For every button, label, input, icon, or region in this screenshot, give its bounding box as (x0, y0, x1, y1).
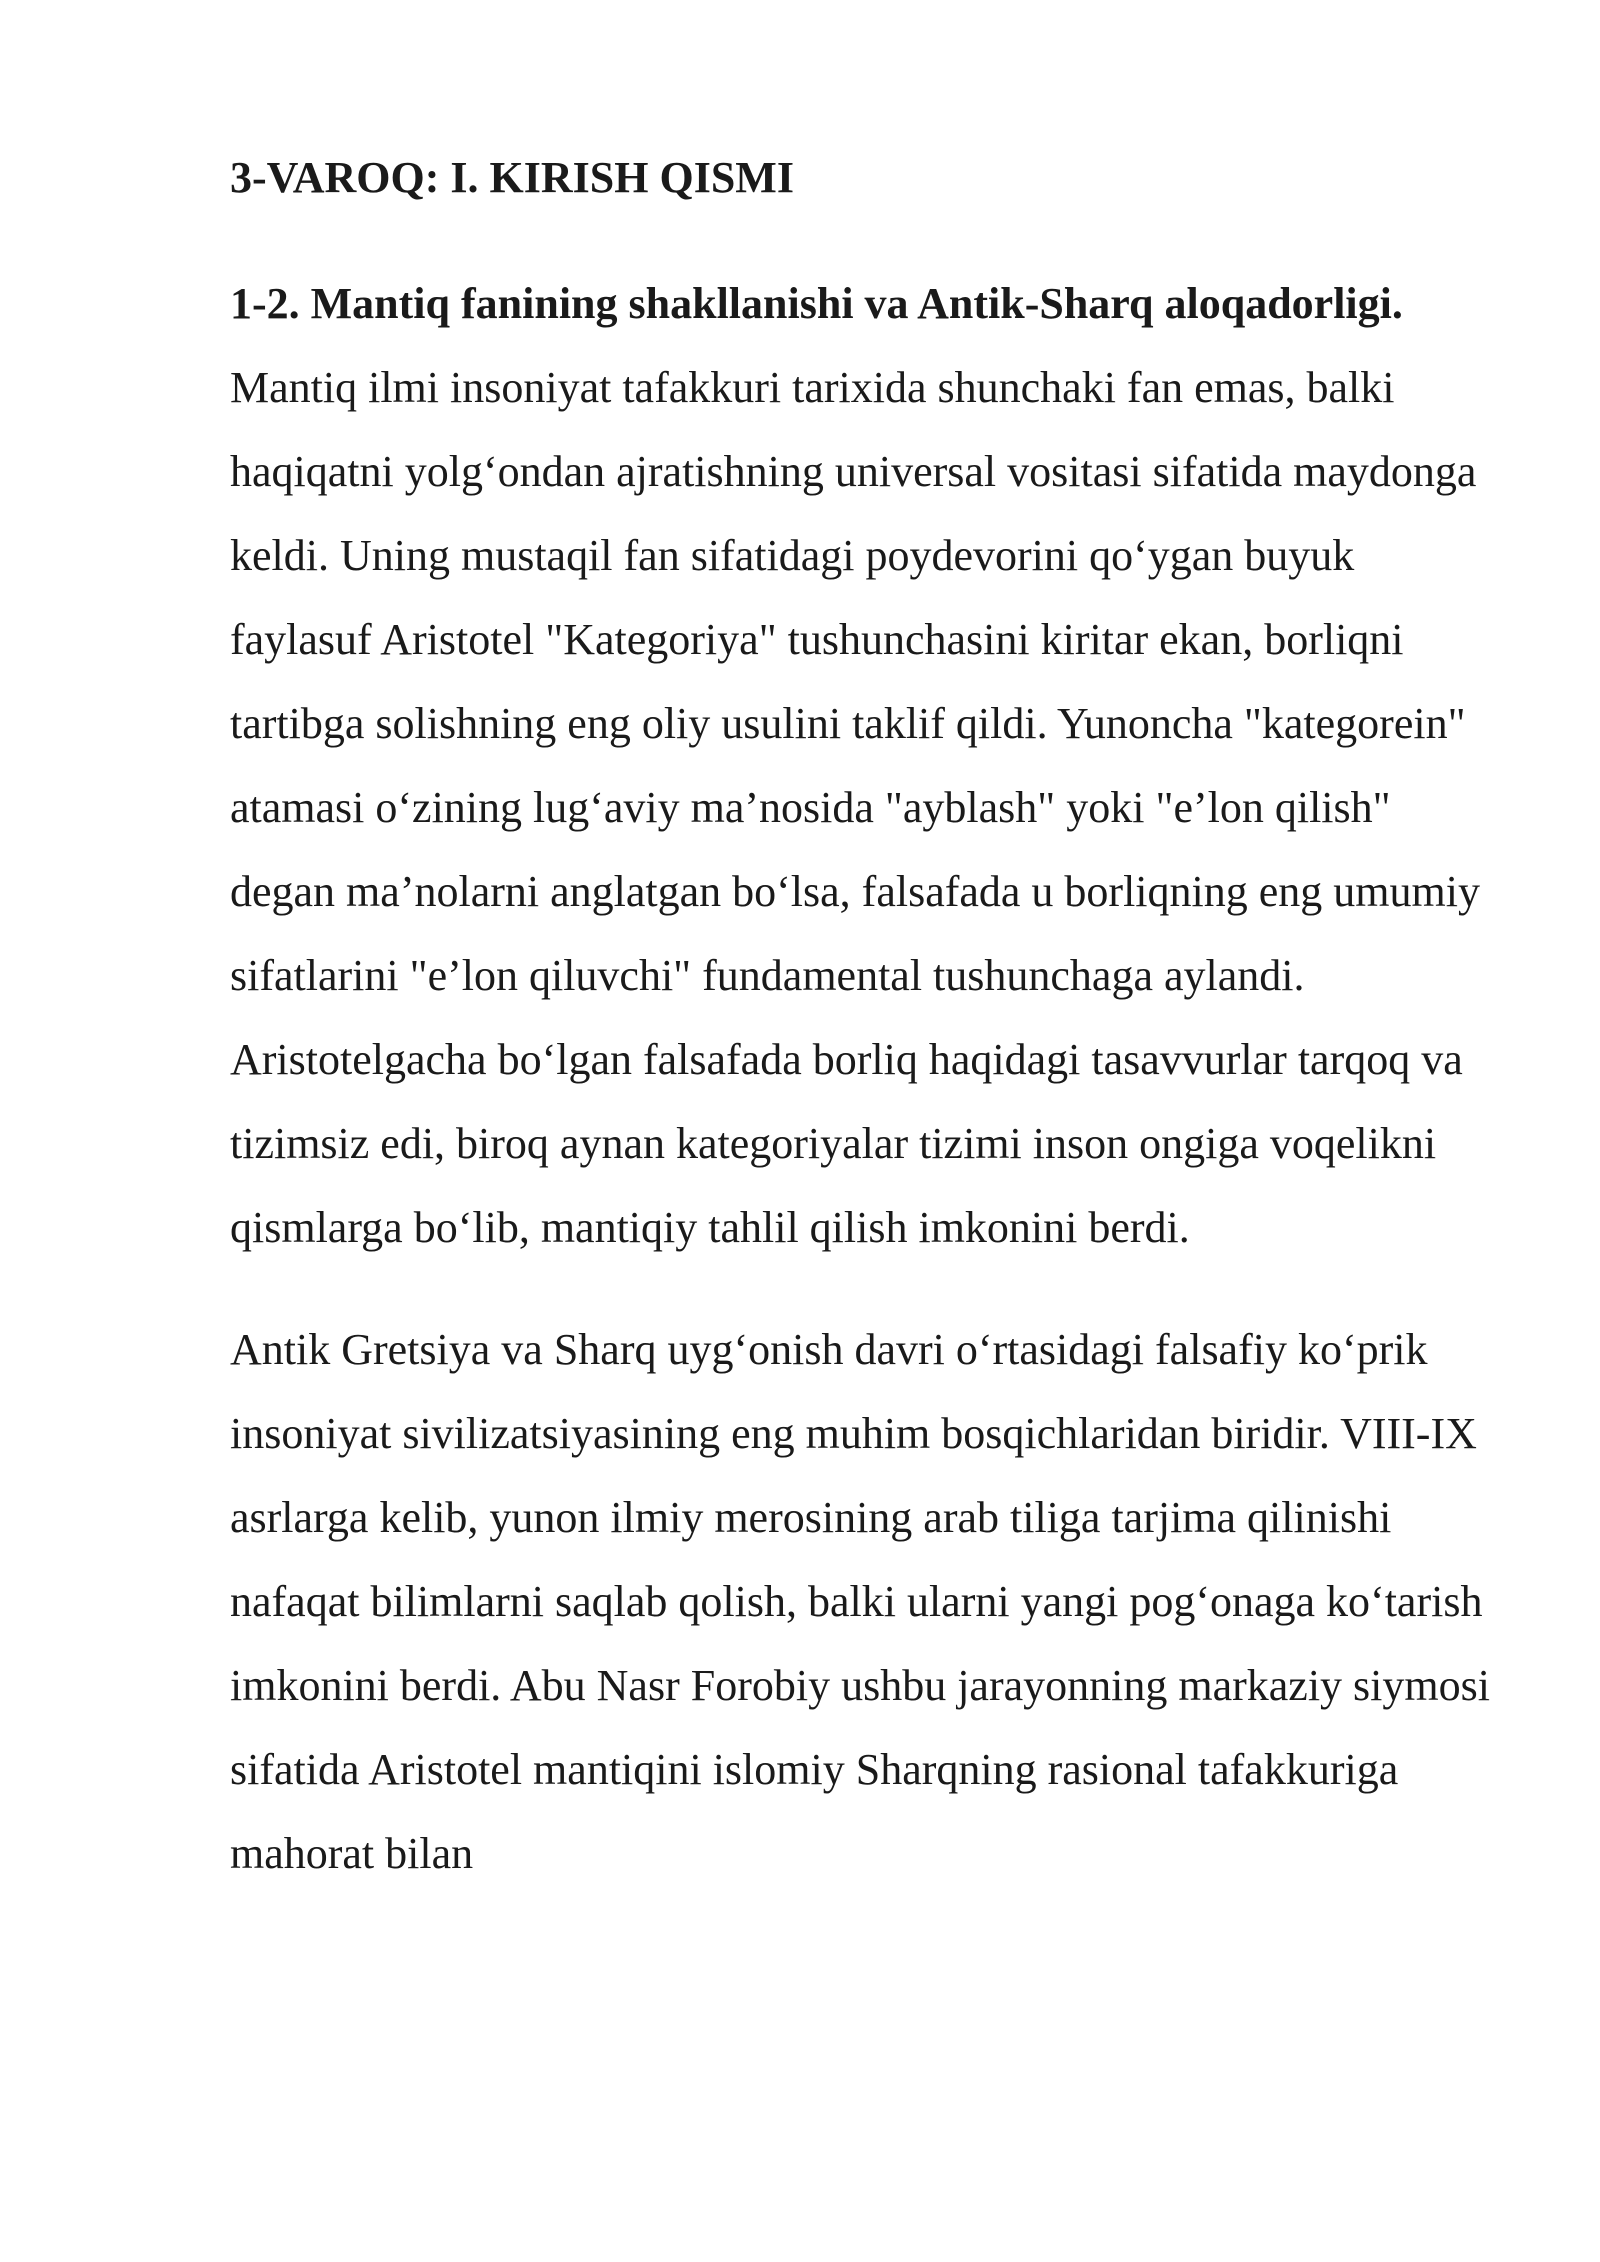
paragraph-1-text: Mantiq ilmi insoniyat tafakkuri tarixida shunchaki fan emas, balki haqiqatni yolg‘ondan ajratishning universal vositasi sifatida maydonga keldi. Uning mustaqil fan sifatidagi poydevorini qo‘ygan buyuk faylasuf Aristotel "Kategoriya" tushunchasini kiritar ekan, borliqni tartibga solishning eng oliy usulini taklif qildi. Yunoncha "kategorein" atamasi o‘zining lug‘aviy ma’nosida "ayblash" yoki "e’lon qilish" degan ma’nolarni anglatgan bo‘lsa, falsafada u borliqning eng umumiy sifatlarini "e’lon qiluvchi" fundamental tushunchaga aylandi. Aristotelgacha bo‘lgan falsafada borliq haqidagi tasavvurlar tarqoq va tizimsiz edi, biroq aynan kategoriyalar tizimi inson ongiga voqelikni qismlarga bo‘lib, mantiqiy tahlil qilish imkonini berdi. (230, 363, 1480, 1252)
paragraph-1 (230, 262, 1500, 1270)
document-body (230, 150, 1500, 1934)
paragraph-1-lead: 1-2. Mantiq fanining shakllanishi va Antik-Sharq aloqadorligi. (230, 279, 1403, 328)
page-heading: 3-VAROQ: I. KIRISH QISMI (230, 153, 794, 202)
paragraph-2-text: Antik Gretsiya va Sharq uyg‘onish davri o‘rtasidagi falsafiy ko‘prik insoniyat sivilizatsiyasining eng muhim bosqichlaridan biridir. VIII-IX asrlarga kelib, yunon ilmiy merosining arab tiliga tarjima qilinishi nafaqat bilimlarni saqlab qolish, balki ularni yangi pog‘onaga ko‘tarish imkonini berdi. Abu Nasr Forobiy ushbu jarayonning markaziy siymosi sifatida Aristotel mantiqini islomiy Sharqning rasional tafakkuriga mahorat bilan (230, 1325, 1490, 1878)
paragraph-2 (230, 1308, 1500, 1896)
